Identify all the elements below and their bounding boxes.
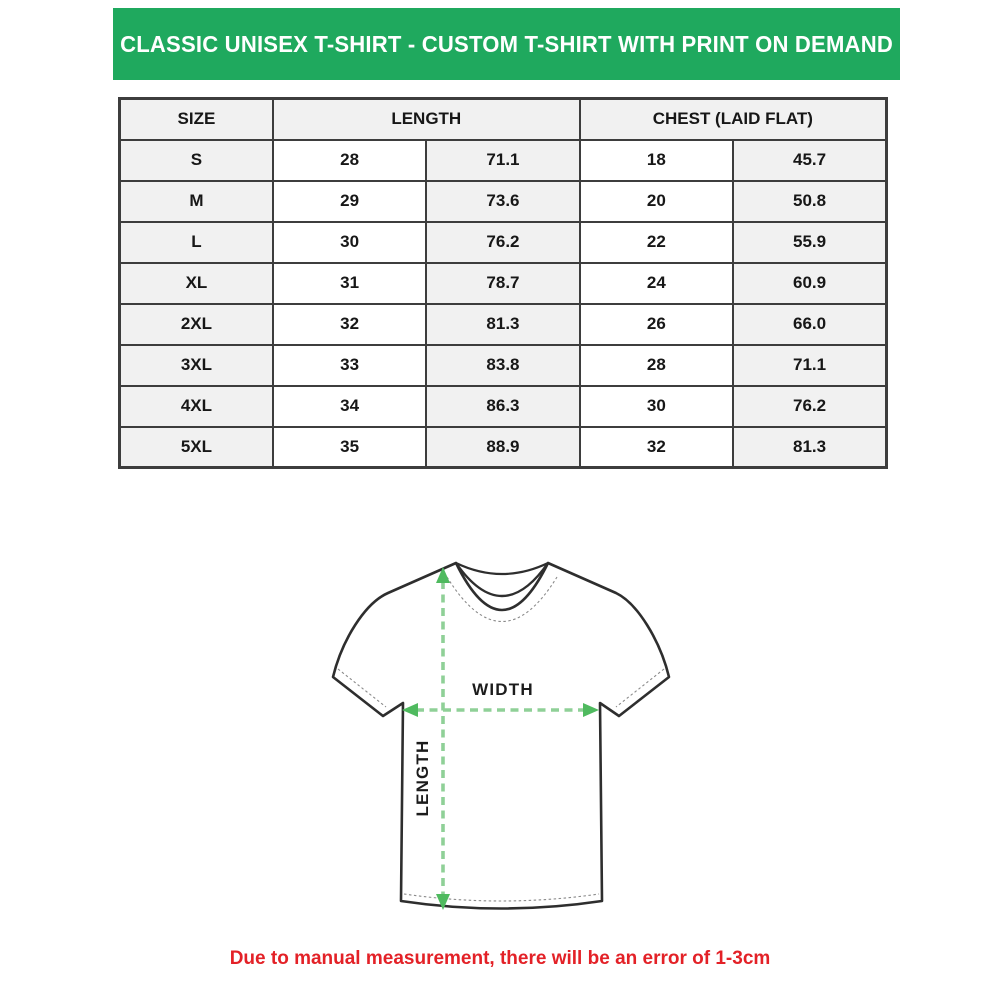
value-cell: 24 xyxy=(580,263,733,304)
value-cell: 83.8 xyxy=(426,345,579,386)
value-cell: 35 xyxy=(273,427,426,468)
tshirt-outline xyxy=(333,563,669,909)
collar-back-line xyxy=(456,563,548,574)
value-cell: 31 xyxy=(273,263,426,304)
value-cell: 81.3 xyxy=(426,304,579,345)
value-cell: 71.1 xyxy=(426,140,579,181)
value-cell: 78.7 xyxy=(426,263,579,304)
measurement-disclaimer: Due to manual measurement, there will be an error of 1-3cm xyxy=(229,948,771,969)
table-header-row xyxy=(120,99,887,140)
table-row xyxy=(120,386,887,427)
value-cell: 71.1 xyxy=(733,345,886,386)
value-cell: 86.3 xyxy=(426,386,579,427)
table-row xyxy=(120,263,887,304)
size-cell: XL xyxy=(120,263,273,304)
size-cell: 4XL xyxy=(120,386,273,427)
col-header-length: LENGTH xyxy=(273,99,580,140)
size-cell: 3XL xyxy=(120,345,273,386)
value-cell: 76.2 xyxy=(426,222,579,263)
value-cell: 50.8 xyxy=(733,181,886,222)
table-row xyxy=(120,181,887,222)
value-cell: 81.3 xyxy=(733,427,886,468)
value-cell: 22 xyxy=(580,222,733,263)
size-cell: 2XL xyxy=(120,304,273,345)
table-row xyxy=(120,427,887,468)
value-cell: 34 xyxy=(273,386,426,427)
value-cell: 76.2 xyxy=(733,386,886,427)
col-header-size: SIZE xyxy=(120,99,273,140)
table-row xyxy=(120,304,887,345)
value-cell: 28 xyxy=(580,345,733,386)
value-cell: 33 xyxy=(273,345,426,386)
table-row xyxy=(120,222,887,263)
tshirt-diagram xyxy=(300,545,700,945)
table-row xyxy=(120,140,887,181)
table-row xyxy=(120,345,887,386)
value-cell: 30 xyxy=(273,222,426,263)
width-label: WIDTH xyxy=(472,680,534,699)
value-cell: 18 xyxy=(580,140,733,181)
value-cell: 66.0 xyxy=(733,304,886,345)
value-cell: 20 xyxy=(580,181,733,222)
value-cell: 60.9 xyxy=(733,263,886,304)
size-cell: S xyxy=(120,140,273,181)
value-cell: 28 xyxy=(273,140,426,181)
value-cell: 45.7 xyxy=(733,140,886,181)
col-header-chest: CHEST (LAID FLAT) xyxy=(580,99,887,140)
value-cell: 32 xyxy=(580,427,733,468)
value-cell: 73.6 xyxy=(426,181,579,222)
value-cell: 55.9 xyxy=(733,222,886,263)
value-cell: 29 xyxy=(273,181,426,222)
value-cell: 30 xyxy=(580,386,733,427)
size-chart-container xyxy=(118,97,888,469)
size-cell: 5XL xyxy=(120,427,273,468)
size-cell: L xyxy=(120,222,273,263)
size-cell: M xyxy=(120,181,273,222)
size-chart-table xyxy=(118,97,888,469)
title-banner xyxy=(113,8,900,80)
length-label: LENGTH xyxy=(413,739,432,817)
value-cell: 32 xyxy=(273,304,426,345)
page-title: CLASSIC UNISEX T-SHIRT - CUSTOM T-SHIRT WITH PRINT ON DEMAND xyxy=(120,30,893,57)
value-cell: 26 xyxy=(580,304,733,345)
value-cell: 88.9 xyxy=(426,427,579,468)
